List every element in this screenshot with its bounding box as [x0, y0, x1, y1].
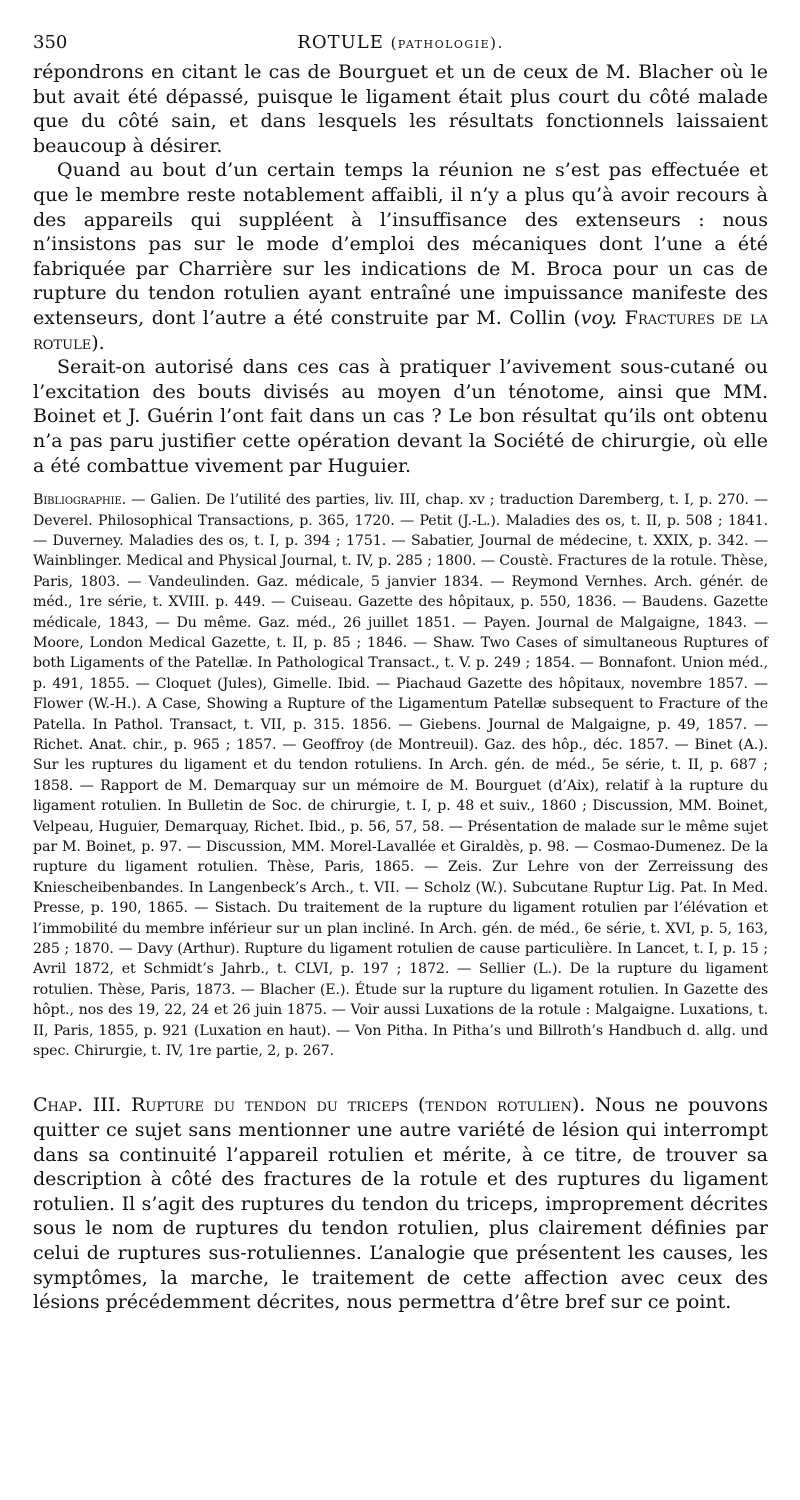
page-number: 350: [33, 32, 68, 53]
paragraph-appareils: [33, 158, 768, 355]
running-title-main: ROTULE: [297, 32, 384, 53]
chapter-title: Rupture du tendon du triceps (tendon rotulien).: [131, 1094, 586, 1117]
chapter-section: [33, 1093, 768, 1314]
bibliography: [33, 490, 768, 1061]
chapter-label: Chap. III.: [33, 1094, 122, 1117]
paragraph-continuation: répondrons en citant le cas de Bourguet et un de ceux de M. Blacher où le but avait été dépassé, puisque le ligament était plus court du côté malade que du côté sain, et dans lesquels les résultats fonctionnels laissaient beaucoup à désirer.: [33, 61, 768, 157]
paragraph-avivement: Serait-on autorisé dans ces cas à pratiquer l’avivement sous-cutané ou l’excitation des bouts divisés au moyen d’un ténotome, ainsi que MM. Boinet et J. Guérin l’ont fait dans un cas ? Le bon résultat qu’ils ont obtenu n’a pas paru justifier cette opération devant la Société de chirurgie, où elle a été combattue vivement par Huguier.: [33, 356, 768, 477]
paragraph-appareils-end: ).: [91, 331, 105, 354]
bibliography-text: — Galien. De l’utilité des parties, liv. III, chap. xv ; traduction Daremberg, t. I, p. 270. — Deverel. Philosophical Transactions, p. 365, 1720. — Petit (J.-L.). Maladies des os, t. II, p. 508 ; 1841. — Duverney. Maladies des os, t. I, p. 394 ; 1751. — Sabatier, Journal de médecine, t. XXIX, p. 342. — Wainblinger. Medical and Physical Journal, t. IV, p. 285 ; 1800. — Coustè. Fractures de la rotule. Thèse, Paris, 1803. — Vandeulinden. Gaz. médicale, 5 janvier 1834. — Reymond Vernhes. Arch. génér. de méd., 1re série, t. XVIII. p. 449. — Cuiseau. Gazette des hôpitaux, p. 550, 1836. — Baudens. Gazette médicale, 1843, — Du même. Gaz. méd., 26 juillet 1851. — Payen. Journal de Malgaigne, 1843. — Moore, London Medical Gazette, t. II, p. 85 ; 1846. — Shaw. Two Cases of simultaneous Ruptures of both Ligaments of the Patellæ. In Pathological Transact., t. V. p. 249 ; 1854. — Bonnafont. Union méd., p. 491, 1855. — Cloquet (Jules), Gimelle. Ibid. — Piachaud Gazette des hôpitaux, novembre 1857. — Flower (W.-H.). A Case, Showing a Rupture of the Ligamentum Patellæ subsequent to Fracture of the Patella. In Pathol. Transact, t. VII, p. 315. 1856. — Giebens. Journal de Malgaigne, p. 49, 1857. — Richet. Anat. chir., p. 965 ; 1857. — Geoffroy (de Montreuil). Gaz. des hôp., déc. 1857. — Binet (A.). Sur les ruptures du ligament et du tendon rotuliens. In Arch. gén. de méd., 5e série, t. II, p. 687 ; 1858. — Rapport de M. Demarquay sur un mémoire de M. Bourguet (d’Aix), relatif à la rupture du ligament rotulien. In Bulletin de Soc. de chirurgie, t. I, p. 48 et suiv., 1860 ; Discussion, MM. Boinet, Velpeau, Huguier, Demarquay, Richet. Ibid., p. 56, 57, 58. — Présentation de malade sur le même sujet par M. Boinet, p. 97. — Discussion, MM. Morel-Lavallée et Giraldès, p. 98. — Cosmao-Dumenez. De la rupture du ligament rotulien. Thèse, Paris, 1865. — Zeis. Zur Lehre von der Zerreissung des Kniescheibenbandes. In Langenbeck’s Arch., t. VII. — Scholz (W.). Subcutane Ruptur Lig. Pat. In Med. Presse, p. 190, 1865. — Sistach. Du traitement de la rupture du ligament rotulien par l’élévation et l’immobilité du membre inférieur sur un plan incliné. In Arch. gén. de méd., 6e série, t. XVI, p. 5, 163, 285 ; 1870. — Davy (Arthur). Rupture du ligament rotulien de cause particulière. In Lancet, t. I, p. 15 ; Avril 1872, et Schmidt’s Jahrb., t. CLVI, p. 197 ; 1872. — Sellier (L.). De la rupture du ligament rotulien. Thèse, Paris, 1873. — Blacher (E.). Étude sur la rupture du ligament rotulien. In Gazette des hôpt., nos des 19, 22, 24 et 26 juin 1875. — Voir aussi Luxations de la rotule : Malgaigne. Luxations, t. II, Paris, 1855, p. 921 (Luxation en haut). — Von Pitha. In Pitha’s und Billroth’s Handbuch d. allg. und spec. Chirurgie, t. IV, 1re partie, 2, p. 267.: [33, 492, 768, 1060]
page-header: [33, 30, 768, 60]
paragraph-appareils-text: Quand au bout d’un certain temps la réunion ne s’est pas effectuée et que le membre reste notablement affaibli, il n’y a plus qu’à avoir recours à des appareils qui suppléent à l’insuffisance des extenseurs : nous n’insistons pas sur le mode d’emploi des mécaniques dont l’une a été fabriquée par Charrière sur les indications de M. Broca pour un cas de rupture du tendon rotulien ayant entraîné une impuissance manifeste des extenseurs, dont l’autre a été construite par M. Collin (: [33, 159, 768, 329]
cross-reference: Fractures de la rotule: [33, 306, 768, 354]
bibliography-label: Bibliographie.: [33, 492, 127, 509]
chapter-text: Nous ne pouvons quitter ce sujet sans mentionner une autre variété de lésion qui interrompt dans sa continuité l’appareil rotulien et mérite, à ce titre, de trouver sa description à côté des fractures de la rotule et des ruptures du ligament rotulien. Il s’agit des ruptures du tendon du triceps, improprement décrites sous le nom de ruptures du tendon rotulien, plus clairement définies par celui de ruptures sus-rotuliennes. L’analogie que présentent les causes, les symptômes, la marche, le traitement de cette affection avec ceux des lésions précédemment décrites, nous permettra d’être bref sur ce point.: [33, 1094, 768, 1314]
running-title-sub: (pathologie).: [390, 34, 504, 52]
running-title: [33, 32, 768, 53]
voy-reference: voy.: [580, 306, 618, 329]
book-page: [33, 30, 768, 1315]
